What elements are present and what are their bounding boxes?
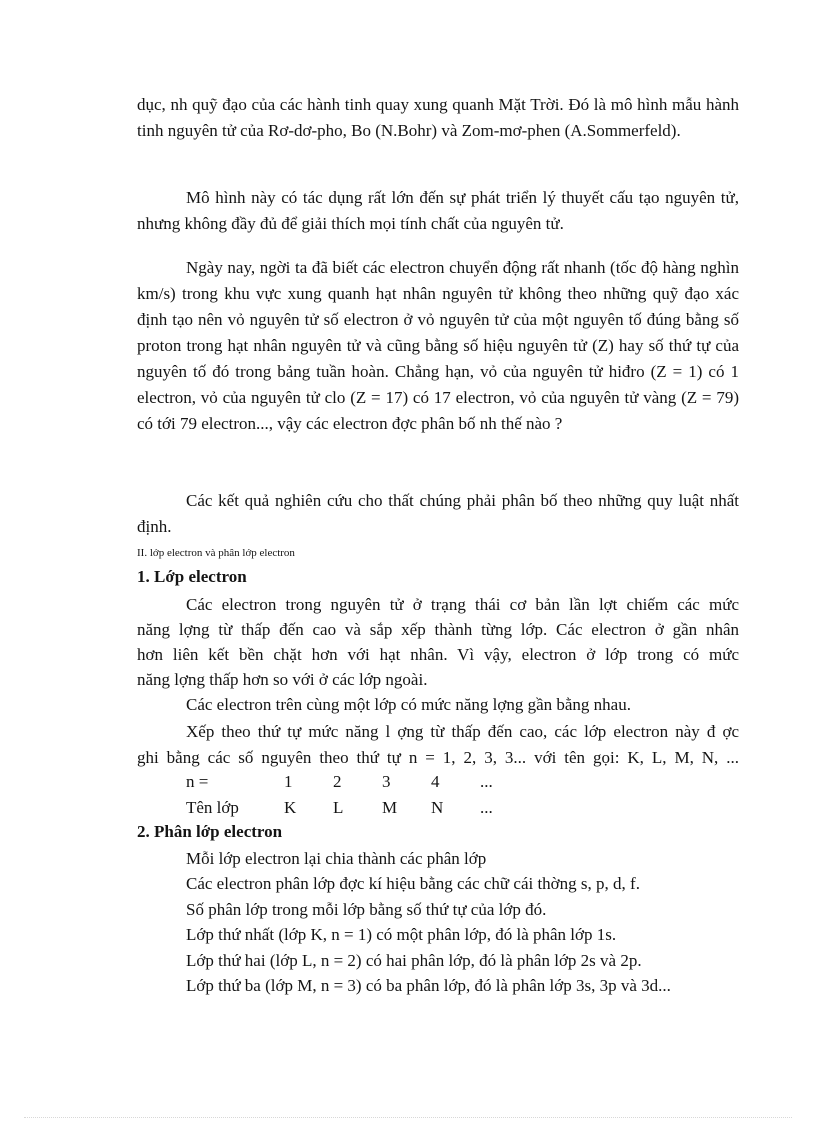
sublayer-line: Số phân lớp trong mỗi lớp bằng số thứ tự của lớp đó. xyxy=(186,900,547,919)
paragraph-electron-motion: Ngày nay, ngời ta đã biết các electron chuyển động rất nhanh (tốc độ hàng nghìn km/s) trong khu vực xung quanh hạt nhân nguyên tử không theo những quỹ đạo xác định tạo nên vỏ nguyên tử số electron ở vỏ nguyên tử của một nguyên tố đúng bằng số proton trong hạt nhân nguyên tử và cũng bằng số hiệu nguyên tử (Z) hay số thứ tự của nguyên tố đó trong bảng tuần hoàn. Chẳng hạn, vỏ của nguyên tử hiđro (Z = 1) có 1 electron, vỏ của nguyên tử clo (Z = 17) có 17 electron, vỏ của nguyên tử vàng (Z = 79) có tới 79 electron..., vậy các electron đợc phân bố nh thế nào ? xyxy=(137,258,739,433)
layer-text-line: hơn liên kết bền chặt hơn với hạt nhân. Vì vậy, electron ở lớp trong có mức xyxy=(137,645,739,664)
table-cell: L xyxy=(333,798,344,817)
section-title: II. lớp electron và phân lớp electron xyxy=(137,547,295,559)
paragraph-model-effect: Mô hình này có tác dụng rất lớn đến sự phát triển lý thuyết cấu tạo nguyên tử, nhưng không đầy đủ để giải thích mọi tính chất của nguyên tử. xyxy=(137,188,739,233)
table-label-n: n = xyxy=(186,772,209,791)
sublayer-line: Lớp thứ hai (lớp L, n = 2) có hai phân lớp, đó là phân lớp 2s và 2p. xyxy=(186,951,642,970)
sublayer-line: Lớp thứ ba (lớp M, n = 3) có ba phân lớp, đó là phân lớp 3s, 3p và 3d... xyxy=(186,976,671,995)
table-cell: 2 xyxy=(333,772,342,791)
footer-divider xyxy=(24,1117,792,1118)
layer-energy-line: Các electron trên cùng một lớp có mức năng lợng gần bằng nhau. xyxy=(186,695,631,714)
table-cell: ... xyxy=(480,772,493,791)
layer-order-line: ghi bằng các số nguyên theo thứ tự n = 1, 2, 3, 3... với tên gọi: K, L, M, N, ... xyxy=(137,748,739,767)
paragraph-research-results: Các kết quả nghiên cứu cho thất chúng phải phân bố theo những quy luật nhất định. xyxy=(137,491,739,536)
layer-text-line: năng lợng thấp hơn so với ở các lớp ngoài. xyxy=(137,670,428,689)
paragraph-atomic-model: dục, nh quỹ đạo của các hành tinh quay xung quanh Mặt Trời. Đó là mô hình mẫu hành tinh nguyên tử của Rơ-dơ-pho, Bo (N.Bohr) và Zom-mơ-phen (A.Sommerfeld). xyxy=(137,95,739,140)
table-cell: N xyxy=(431,798,444,817)
table-cell: M xyxy=(382,798,398,817)
sublayer-line: Mỗi lớp electron lại chia thành các phân lớp xyxy=(186,849,487,868)
layer-text-line: năng lợng từ thấp đến cao và sắp xếp thành từng lớp. Các electron ở gần nhân xyxy=(137,620,739,639)
layer-text-line: Các electron trong nguyên tử ở trạng thái cơ bản lần lợt chiếm các mức xyxy=(186,595,739,614)
table-cell: 3 xyxy=(382,772,391,791)
table-cell: K xyxy=(284,798,297,817)
layer-order-line: Xếp theo thứ tự mức năng l ợng từ thấp đến cao, các lớp electron này đ ợc xyxy=(186,722,739,741)
heading-sublayer: 2. Phân lớp electron xyxy=(137,822,283,841)
table-cell: 4 xyxy=(431,772,440,791)
table-label-name: Tên lớp xyxy=(186,798,239,817)
sublayer-line: Lớp thứ nhất (lớp K, n = 1) có một phân lớp, đó là phân lớp 1s. xyxy=(186,925,617,944)
table-cell: ... xyxy=(480,798,493,817)
table-cell: 1 xyxy=(284,772,293,791)
sublayer-line: Các electron phân lớp đợc kí hiệu bằng các chữ cái thờng s, p, d, f. xyxy=(186,874,640,893)
heading-electron-layer: 1. Lớp electron xyxy=(137,567,247,586)
